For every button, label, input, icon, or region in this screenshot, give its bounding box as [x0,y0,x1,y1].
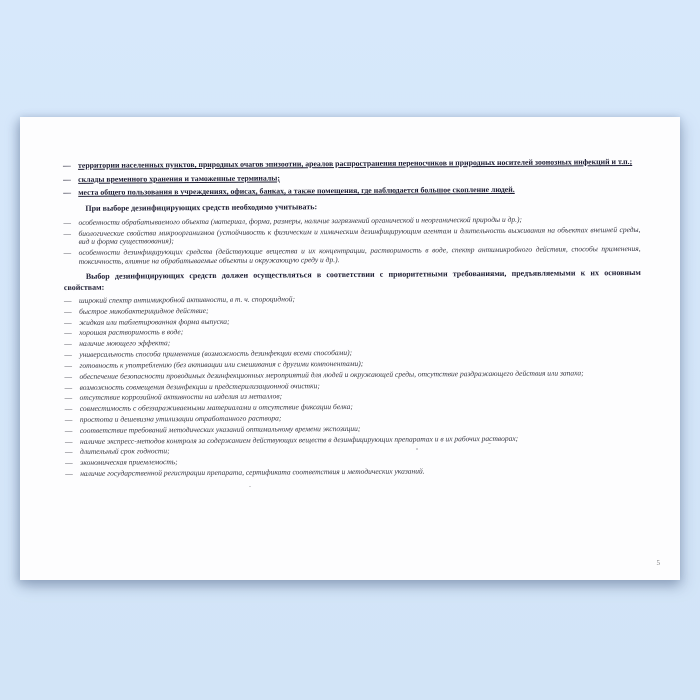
page-content [63,157,642,481]
list-item-text: простота и дешевизна утилизации отработанного раствора; [79,413,282,424]
list-item [64,245,641,266]
list-item-text: готовность к употреблению (без активации или смешивания с другими компонентами); [79,358,364,370]
scan-speck [249,486,251,487]
list-item-text: экономическая приемлемость; [80,457,178,468]
list-item-text: склады временного хранения и таможенные терминалы; [78,173,280,184]
document-page [20,117,680,580]
page-number: 5 [656,559,660,567]
list-item-text: места общего пользования в учреждениях, офисах, банках, а также помещения, где наблюдается большое скопление людей. [78,185,515,198]
list-item [63,171,640,185]
dash-marker: — [64,404,73,414]
list-item-text: особенности дезинфицирующих средств (действующие вещества и их концентрации, растворимость в воде, спектр антимикробного действия, способы применения, токсичность, влияние на обрабатываемые объекты и окружающую среду и др.). [78,243,641,266]
list-item-text: наличие моющего эффекта; [79,338,171,349]
criteria-intro-paragraph: При выборе дезинфицирующих средств необходимо учитывать: [85,202,318,214]
locations-list [63,157,640,198]
list-item-text: обеспечение безопасности проводимых дезинфекционных мероприятий для людей и окружающей среды, отсутствие раздражающего действия или запаха; [79,368,584,381]
list-item-text: широкий спектр антимикробной активности, в т. ч. спороцидной; [78,294,295,305]
dash-marker: — [64,371,73,381]
list-item-text: жидкая или таблетированная форма выпуска; [79,316,230,327]
list-item [65,466,642,479]
dash-marker: — [63,174,71,184]
list-item-text: наличие государственной регистрации препарата, сертификата соответствия и методических указаний. [80,466,425,478]
dash-marker: — [63,160,71,170]
list-item-text: возможность совмещения дезинфекции и предстерилизационной очистки; [79,380,320,392]
dash-marker: — [65,468,73,479]
list-item-text: хорошая растворимость в воде; [79,327,184,338]
dash-marker: — [63,295,72,306]
list-item-text: длительный срок годности; [79,446,170,457]
dash-marker: — [64,382,73,392]
dash-marker: — [64,339,72,349]
dash-marker: — [63,217,71,227]
list-item-text: особенности обрабатываемого объекта (материал, форма, размеры, наличие загрязнений органической и неорганической природы и др.); [78,214,523,227]
scan-speck [488,443,491,444]
dash-marker: — [64,306,72,316]
list-item-text: территории населенных пунктов, природных очагов эпизоотии, ареалов распространения переносчиков и природных носителей зоонозных инфекций и т.п.; [77,157,633,170]
dash-marker: — [65,458,73,468]
list-item-text: соответствие требований методических указаний оптимальному времени экспозиции; [79,423,361,435]
dash-marker: — [64,393,73,403]
list-item-text: быстрое микобактерицидное действие; [79,305,209,316]
dash-marker: — [63,228,72,238]
dash-marker: — [63,247,72,258]
list-item-text: биологические свойства микроорганизмов (устойчивость к физическим и химическим дезинфицирующим агентам и длительность выживания на объектах внешней среды, вид и форма существования); [78,224,641,247]
dash-marker: — [63,188,72,198]
list-item-text: совместимость с обеззараживаемыми материалами и отсутствие фиксации белка; [79,402,353,414]
list-item [63,184,640,198]
dash-marker: — [64,447,73,457]
list-item-text: универсальность способа применения (возможность дезинфекции всеми способами); [79,348,353,359]
requirements-list [64,293,642,479]
dash-marker: — [64,414,73,424]
list-item-text: отсутствие коррозийной активности на изделия из металлов; [79,391,283,403]
list-item-text: наличие экспресс-методов контроля за содержанием действующих веществ в дезинфицирующих препаратах и в их рабочих растворах; [79,433,519,446]
list-item [63,157,640,171]
dash-marker: — [64,360,72,370]
dash-marker: — [64,350,72,360]
dash-marker: — [64,328,72,338]
scan-speck [416,448,418,450]
criteria-list [63,215,640,267]
dash-marker: — [64,425,73,435]
dash-marker: — [64,317,72,327]
requirements-intro-paragraph: Выбор дезинфицирующих средств должен осуществляться в соответствии с приоритетными требованиями, предъявляемыми к их основным свойствам: [63,268,641,292]
dash-marker: — [64,436,73,446]
